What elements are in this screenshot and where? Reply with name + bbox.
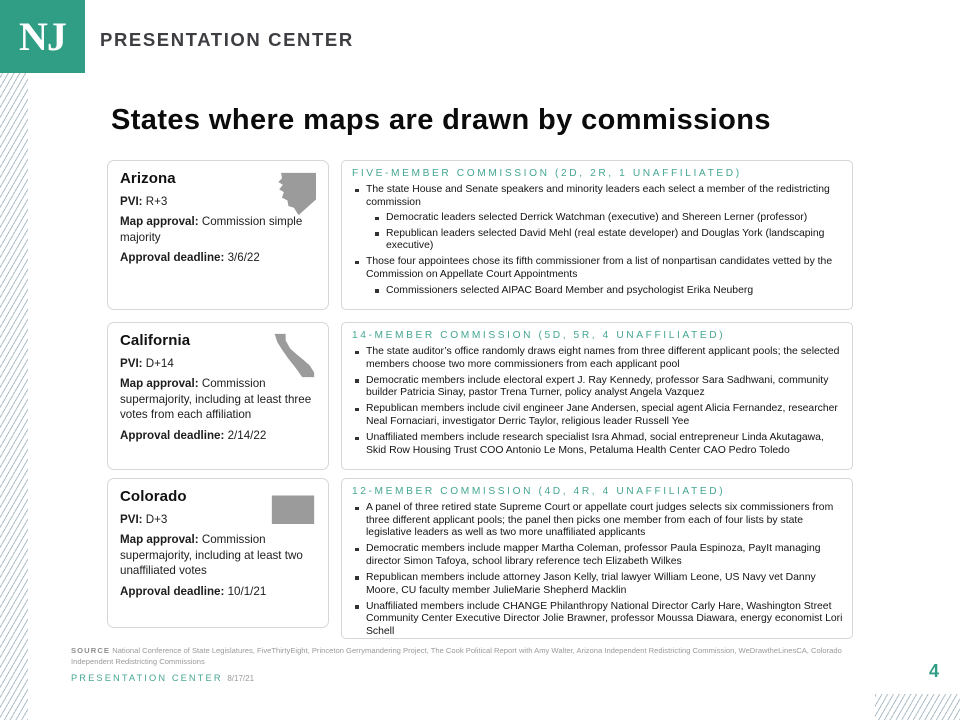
list-item: Unaffiliated members include research specialist Isra Ahmad, social entrepreneur Linda Akutagawa, Skid Row Housing Trust COO Antonio Le Mons, Petaluma Health Center CAO Pedro Toledo (352, 432, 843, 457)
footer-brand-text: PRESENTATION CENTER (71, 673, 223, 683)
pvi-value: D+14 (142, 357, 174, 370)
state-card-california (107, 322, 329, 470)
panel-heading: 12-MEMBER COMMISSION (4D, 4R, 4 UNAFFILIATED) (352, 486, 726, 497)
list-item: Republican members include attorney Jason Kelly, trial lawyer William Leone, US Navy vet Danny Moore, CU faculty member JulieMarie Shepherd Macklin (352, 572, 843, 597)
source-text: National Conference of State Legislatures, FiveThirtyEight, Princeton Gerrymandering Project, The Cook Political Report with Amy Walter, Arizona Independent Redistricting Commission, WeDrawtheLinesCA, Colorado Independent Redistricting Commissions (71, 646, 842, 666)
page-title: States where maps are drawn by commissions (111, 104, 771, 136)
list-item: Democratic members include mapper Martha Coleman, professor Paula Espinoza, PayIt managing director Simon Tafoya, school library reference tech Elizabeth Wilkes (352, 543, 843, 568)
pvi-label: PVI: (120, 357, 143, 370)
approval-deadline-line (120, 250, 316, 265)
approval-deadline-label: Approval deadline: (120, 251, 225, 265)
map-approval-label: Map approval: (120, 215, 199, 229)
nj-logo-text: NJ (19, 13, 66, 59)
approval-deadline-line (120, 584, 316, 599)
state-name: Colorado (120, 488, 187, 505)
sub-bullet-list (366, 285, 843, 298)
approval-deadline-label: Approval deadline: (120, 584, 225, 598)
map-approval-value: Commission simple majority (120, 215, 303, 244)
detail-panel-arizona (341, 160, 853, 310)
bullet-list (352, 346, 843, 457)
map-approval-label: Map approval: (120, 377, 199, 391)
approval-deadline-label: Approval deadline: (120, 428, 225, 442)
pvi-value: R+3 (142, 195, 168, 208)
bullet-list (352, 184, 843, 297)
brand-title: PRESENTATION CENTER (100, 29, 354, 50)
list-item: A panel of three retired state Supreme Court or appellate court judges selects six commissioners from three different applicant pools; the panel then picks one member from each of four lists by state legislative leaders as well as two more unaffiliated applicants (352, 502, 843, 540)
approval-deadline-line (120, 428, 316, 443)
sub-bullet-list (366, 212, 843, 253)
source-note (71, 646, 861, 667)
map-approval-label: Map approval: (120, 533, 199, 547)
panel-heading: 14-MEMBER COMMISSION (5D, 5R, 4 UNAFFILIATED) (352, 330, 726, 341)
bullet-text: Those four appointees chose its fifth commissioner from a list of nonpartisan candidates vetted by the Commission on Appellate Court Appointments (366, 256, 833, 281)
map-approval-line (120, 532, 316, 578)
list-item: The state auditor’s office randomly draws eight names from three different applicant pools; the selected members choose two more commissioners from each applicant pool (352, 346, 843, 371)
left-hatch-decoration (0, 73, 28, 720)
nj-logo (0, 0, 85, 73)
detail-panel-colorado (341, 478, 853, 639)
approval-deadline-value: 10/1/21 (224, 584, 267, 598)
bullet-text: The state House and Senate speakers and minority leaders each select a member of the redistricting commission (366, 184, 830, 208)
detail-panel-california (341, 322, 853, 470)
state-name: California (120, 332, 191, 349)
map-approval-line (120, 214, 316, 245)
approval-deadline-value: 3/6/22 (224, 251, 260, 265)
list-item: Commissioners selected AIPAC Board Member and psychologist Erika Neuberg (366, 285, 843, 298)
footer-brand (71, 673, 254, 683)
source-kicker: SOURCE (71, 646, 111, 655)
list-item (352, 184, 843, 253)
map-approval-value: Commission supermajority, including at least two unaffiliated votes (120, 533, 303, 578)
footer-date: 8/17/21 (227, 674, 255, 683)
state-card-arizona (107, 160, 329, 310)
bottom-right-hatch-decoration (875, 694, 960, 720)
state-card-colorado (107, 478, 329, 628)
map-approval-value: Commission supermajority, including at least three votes from each affiliation (120, 377, 312, 422)
list-item: Republican members include civil engineer Jane Andersen, special agent Alicia Fernandez, researcher Neal Fornaciari, investigator Derric Taylor, religious leader Russell Yee (352, 403, 843, 428)
pvi-label: PVI: (120, 513, 143, 526)
map-approval-line (120, 376, 316, 422)
list-item: Democratic members include electoral expert J. Ray Kennedy, professor Sara Sadhwani, community builder Patricia Sinay, pastor Trena Turner, policy analyst Angela Vazquez (352, 375, 843, 400)
pvi-label: PVI: (120, 195, 143, 208)
list-item: Democratic leaders selected Derrick Watchman (executive) and Shereen Lerner (professor) (366, 212, 843, 225)
pvi-value: D+3 (142, 513, 168, 526)
list-item: Unaffiliated members include CHANGE Philanthropy National Director Carly Hare, Washington Street Community Center Executive Director Jolie Brawner, professor Moussa Diawara, energy economist Lori Schell (352, 601, 843, 639)
page-number: 4 (928, 661, 939, 681)
state-name: Arizona (120, 170, 176, 187)
approval-deadline-value: 2/14/22 (224, 428, 267, 442)
list-item (352, 256, 843, 297)
bullet-list (352, 502, 843, 638)
colorado-shape-icon (270, 489, 316, 535)
california-shape-icon (270, 333, 316, 379)
list-item: Republican leaders selected David Mehl (real estate developer) and Douglas York (landscaping executive) (366, 228, 843, 253)
arizona-shape-icon (270, 171, 316, 217)
panel-heading: FIVE-MEMBER COMMISSION (2D, 2R, 1 UNAFFILIATED) (352, 168, 742, 179)
